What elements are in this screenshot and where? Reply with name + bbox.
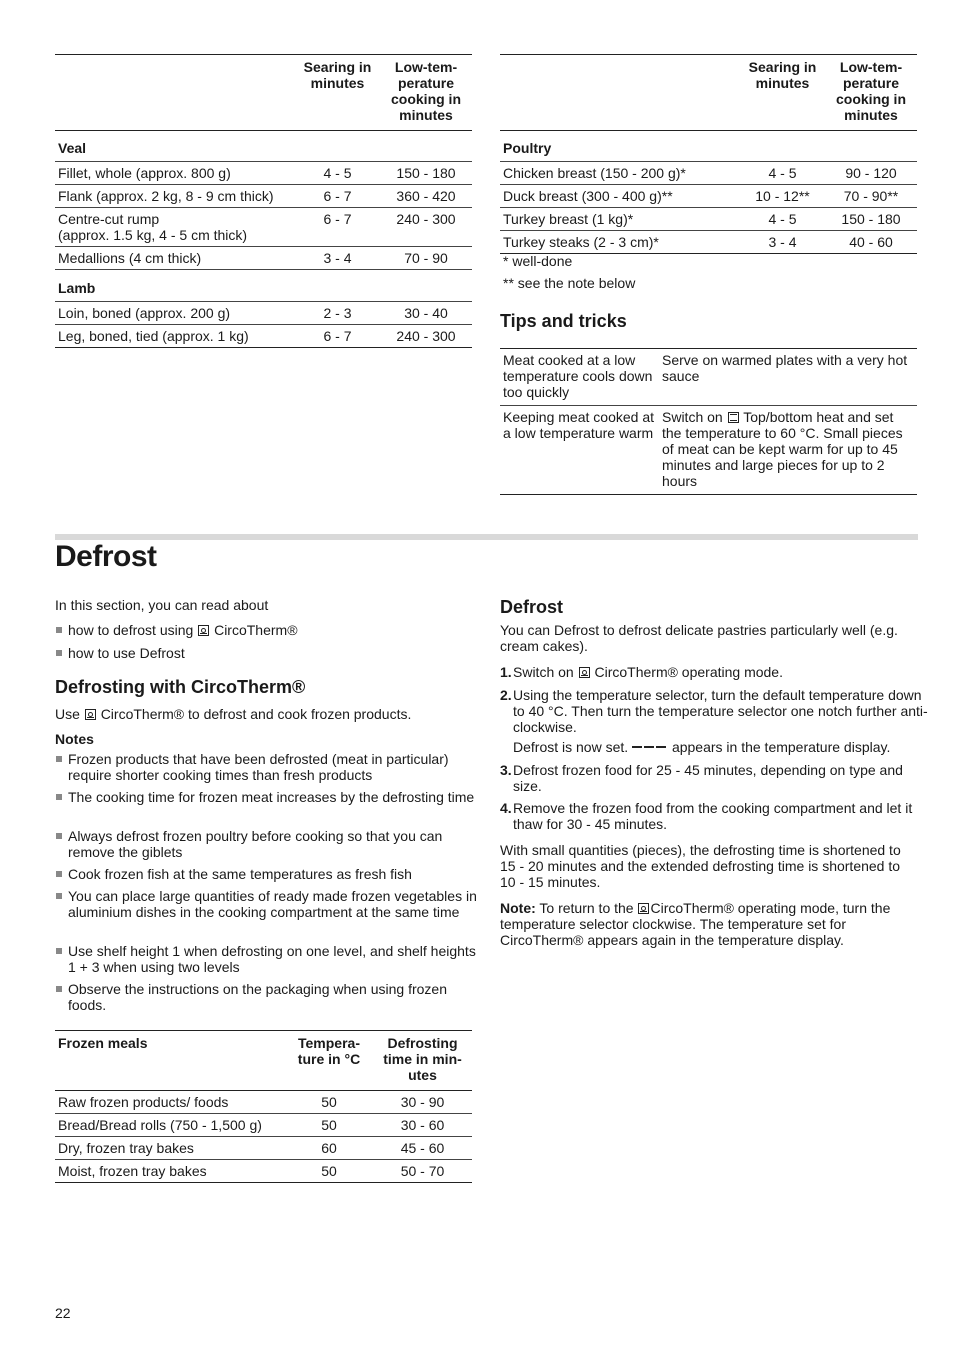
group-row: Poultry <box>500 131 917 162</box>
table-row: Meat cooked at a low temperature cools down too quickly Serve on warmed plates with a very hot sauce <box>500 349 917 406</box>
table-row: Loin, boned (approx. 200 g) 2 - 3 30 - 40 <box>55 302 472 325</box>
table-row: Fillet, whole (approx. 800 g) 4 - 5 150 - 180 <box>55 162 472 185</box>
table-row: Turkey steaks (2 - 3 cm)* 3 - 4 40 - 60 <box>503 234 893 250</box>
circotherm-icon <box>579 667 590 678</box>
col-defrost-time: Defrosting time in min-utes <box>383 1035 462 1083</box>
col-low-temp: Low-tem-perature cooking in minutes <box>836 59 906 123</box>
col-searing: Searing in minutes <box>748 59 817 91</box>
circotherm-heading: Defrosting with CircoTherm® <box>55 677 306 697</box>
frozen-meals-table <box>55 1030 472 1183</box>
table-row: Bread/Bread rolls (750 - 1,500 g) 50 30 - 60 <box>55 1114 472 1137</box>
note-item: Cook frozen fish at the same temperatures as fresh fish <box>55 866 482 882</box>
step-3: 3. Defrost frozen food for 25 - 45 minutes, depending on type and size. <box>500 762 903 794</box>
note-item: Always defrost frozen poultry before cooking so that you can remove the giblets <box>55 828 482 860</box>
step-2-result: Defrost is now set. appears in the temperature display. <box>513 739 891 755</box>
section-divider <box>55 534 918 540</box>
table-row: Chicken breast (150 - 200 g)* 4 - 5 90 - 120 <box>500 162 917 185</box>
note-item: The cooking time for frozen meat increases by the defrosting time <box>55 789 482 805</box>
step-1: 1. Switch on CircoTherm® operating mode. <box>500 664 783 680</box>
note-text: Note: To return to the CircoTherm® operating mode, turn the temperature selector clockwise. The temperature set for CircoTherm® appears again in the temperature display. <box>500 900 891 948</box>
defrost-mode-intro: You can Defrost to defrost delicate pastries particularly well (e.g. cream cakes). <box>500 622 898 654</box>
intro-text: In this section, you can read about <box>55 597 269 613</box>
table-header <box>500 55 917 131</box>
table-row: Centre-cut rump (approx. 1.5 kg, 4 - 5 cm thick) 6 - 7 240 - 300 <box>55 208 472 247</box>
notes-label: Notes <box>55 731 94 747</box>
cooking-table-poultry <box>500 54 917 254</box>
table-row: Leg, boned, tied (approx. 1 kg) 6 - 7 240 - 300 <box>58 328 456 344</box>
list-item: how to defrost using CircoTherm® <box>55 622 482 638</box>
col-temperature: Tempera-ture in °C <box>297 1035 361 1067</box>
table-row: Keeping meat cooked at a low temperature warm Switch on Top/bottom heat and set the temperature to 60 °C. Small pieces of meat can be kept warm for up to 45 minutes and large pieces for up to 2 hours <box>503 409 903 489</box>
tips-table <box>500 348 917 495</box>
group-row: Lamb <box>55 270 472 302</box>
note-item: Observe the instructions on the packaging when using frozen foods. <box>55 981 482 1013</box>
section-title: Defrost <box>55 540 157 573</box>
step-4: 4. Remove the frozen food from the cooking compartment and let it thaw for 30 - 45 minutes. <box>500 800 913 832</box>
note-item: Use shelf height 1 when defrosting on one level, and shelf heights 1 + 3 when using two levels <box>55 943 482 975</box>
col-frozen-meals: Frozen meals <box>58 1035 148 1051</box>
table-row: Flank (approx. 2 kg, 8 - 9 cm thick) 6 - 7 360 - 420 <box>55 185 472 208</box>
top-bottom-heat-icon <box>728 412 739 423</box>
list-item: how to use Defrost <box>55 645 482 661</box>
circotherm-icon <box>198 625 209 636</box>
table-row: Raw frozen products/ foods 50 30 - 90 <box>55 1091 472 1114</box>
col-low-temp: Low-tem-perature cooking in minutes <box>391 59 461 123</box>
table-row: Moist, frozen tray bakes 50 50 - 70 <box>58 1163 445 1179</box>
footnote-well-done: * well-done <box>503 253 573 269</box>
table-row: Dry, frozen tray bakes 60 45 - 60 <box>55 1137 472 1160</box>
cooking-table-veal-lamb <box>55 54 472 348</box>
circotherm-icon <box>85 709 96 720</box>
small-quantities-text: With small quantities (pieces), the defrosting time is shortened to 15 - 20 minutes and the extended defrosting time is shortened to 10 - 15 minutes. <box>500 842 901 890</box>
table-header <box>55 55 472 131</box>
dash-display-icon <box>632 739 668 755</box>
circotherm-icon <box>638 903 649 914</box>
note-item: You can place large quantities of ready made frozen vegetables in aluminium dishes in the cooking compartment at the same time <box>55 888 482 920</box>
group-row: Veal <box>55 131 472 162</box>
note-item: Frozen products that have been defrosted (meat in particular) require shorter cooking times than fresh products <box>55 751 482 783</box>
step-2: 2. Using the temperature selector, turn the default temperature down to 40 °C. Then turn the temperature selector one notch further anti-clockwise. <box>500 687 928 735</box>
tips-heading: Tips and tricks <box>500 311 627 331</box>
circotherm-usage: Use CircoTherm® to defrost and cook frozen products. <box>55 706 412 722</box>
table-row: Duck breast (300 - 400 g)** 10 - 12** 70 - 90** <box>500 185 917 208</box>
table-header <box>55 1031 472 1091</box>
table-row: Turkey breast (1 kg)* 4 - 5 150 - 180 <box>500 208 917 231</box>
footnote-see-note: ** see the note below <box>503 275 636 291</box>
col-searing: Searing in minutes <box>303 59 372 91</box>
page-number: 22 <box>55 1305 71 1321</box>
table-row: Medallions (4 cm thick) 3 - 4 70 - 90 <box>55 247 472 270</box>
defrost-mode-heading: Defrost <box>500 597 564 617</box>
